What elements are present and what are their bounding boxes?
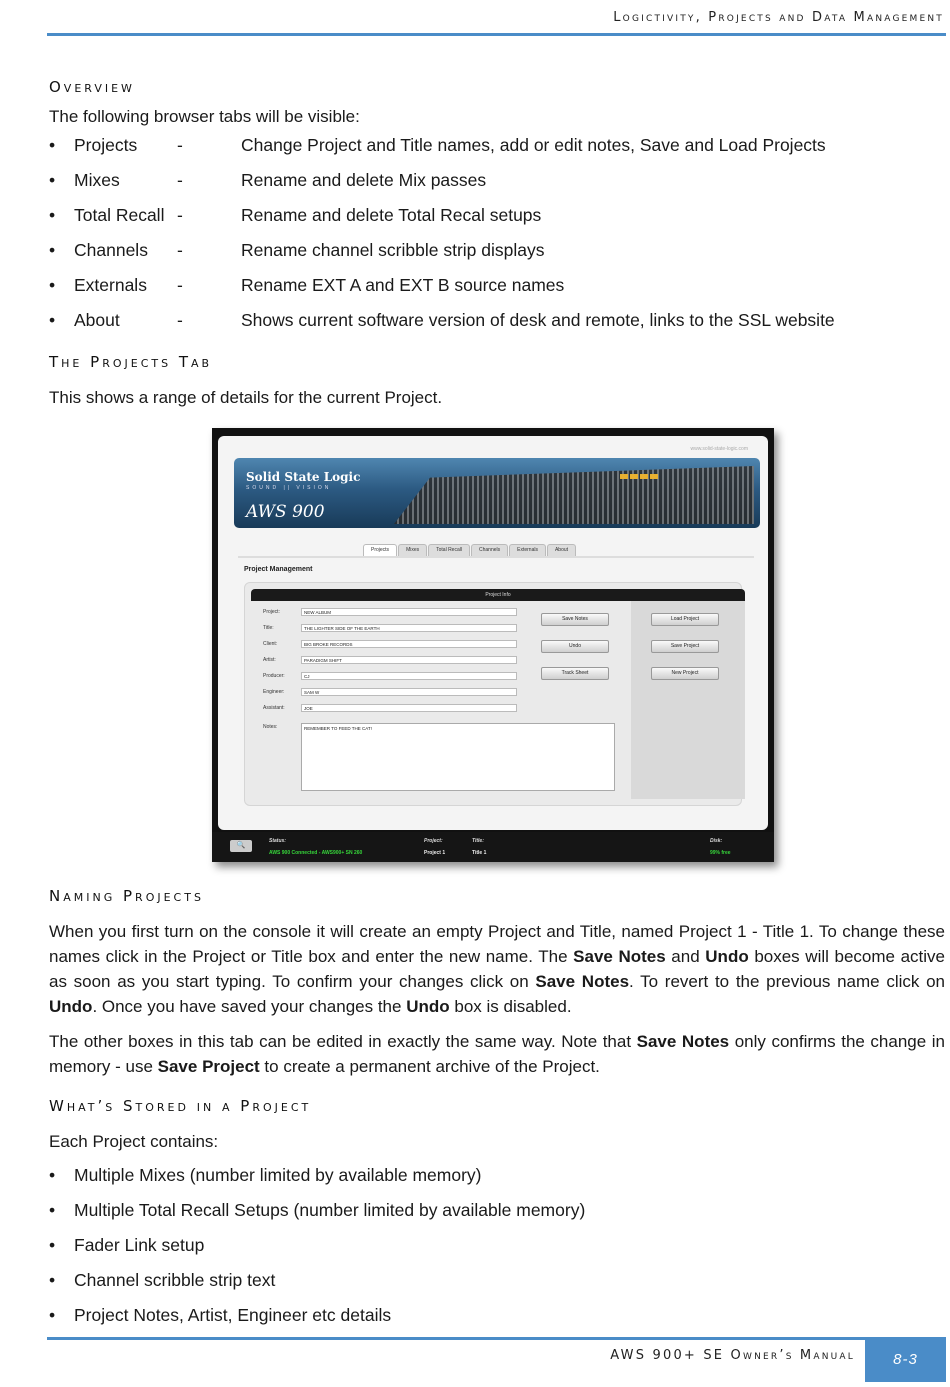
bold-term: Save Project: [157, 1057, 260, 1076]
tab-name: Mixes: [74, 170, 120, 190]
console-image: [394, 466, 754, 524]
tab-projects[interactable]: Projects: [363, 544, 397, 556]
field-label: Title:: [263, 625, 274, 631]
producer-field[interactable]: CJ: [301, 672, 517, 680]
dash: -: [177, 275, 183, 295]
dash: -: [177, 170, 183, 190]
tab-description: Rename channel scribble strip displays: [241, 240, 545, 260]
bullet: •: [49, 275, 56, 295]
tab-channels[interactable]: Channels: [471, 544, 508, 556]
field-label: Project:: [263, 609, 280, 615]
project-label: Project:: [424, 838, 443, 844]
title-value: Title 1: [472, 850, 487, 856]
section-title: Project Management: [244, 566, 313, 573]
naming-paragraph-2: [49, 1029, 945, 1079]
stored-intro: Each Project contains:: [49, 1132, 219, 1151]
text-run: box is disabled.: [449, 997, 572, 1016]
tab-name: Externals: [74, 275, 147, 295]
new-project-button[interactable]: New Project: [651, 667, 719, 680]
disk-label: Disk:: [710, 838, 723, 844]
panel-title: Project Info: [251, 589, 745, 601]
artist-field[interactable]: PARADIGM SHIFT: [301, 656, 517, 664]
title-field[interactable]: THE LIGHTER SIDE OF THE EARTH: [301, 624, 517, 632]
project-value: Project 1: [424, 850, 446, 856]
page-number: 8-3: [865, 1337, 946, 1382]
dash: -: [177, 205, 183, 225]
undo-button[interactable]: Undo: [541, 640, 609, 653]
console-lights: [620, 474, 660, 479]
text-run: and: [665, 947, 706, 966]
naming-heading: Naming Projects: [49, 887, 204, 905]
projects-tab-intro: This shows a range of details for the current Project.: [49, 388, 443, 407]
bullet: •: [49, 1165, 56, 1185]
tab-description: Rename and delete Total Recal setups: [241, 205, 542, 225]
tab-mixes[interactable]: Mixes: [398, 544, 427, 556]
bullet: •: [49, 240, 56, 260]
brand-logo: Solid State Logic: [246, 470, 361, 484]
footer-manual-title: AWS 900+ SE Owner’s Manual: [610, 1348, 855, 1363]
tab-name: About: [74, 310, 120, 330]
track-sheet-button[interactable]: Track Sheet: [541, 667, 609, 680]
brand-tagline: SOUND || VISION: [246, 485, 332, 491]
list-item-text: Channel scribble strip text: [74, 1270, 276, 1290]
dash: -: [177, 240, 183, 260]
bullet: •: [49, 1235, 56, 1255]
disk-value: 99% free: [710, 850, 731, 856]
text-run: only confirms the change in memory - use: [49, 1032, 945, 1076]
field-label: Producer:: [263, 673, 285, 679]
field-label: Assistant:: [263, 705, 285, 711]
naming-paragraph-1: [49, 919, 945, 1019]
bullet: •: [49, 1270, 56, 1290]
notes-label: Notes:: [263, 724, 278, 730]
stored-heading: What’s Stored in a Project: [49, 1097, 312, 1115]
running-header: Logictivity, Projects and Data Management: [613, 10, 944, 25]
bold-term: Undo: [705, 947, 749, 966]
bold-term: Save Notes: [535, 972, 630, 991]
save-notes-button[interactable]: Save Notes: [541, 613, 609, 626]
bullet: •: [49, 205, 56, 225]
text-run: . Once you have saved your changes the: [92, 997, 407, 1016]
tab-bar: [363, 544, 577, 556]
engineer-field[interactable]: SAM W: [301, 688, 517, 696]
load-project-button[interactable]: Load Project: [651, 613, 719, 626]
title-label: Title:: [472, 838, 484, 844]
bold-term: Undo: [406, 997, 450, 1016]
project-info-panel: [244, 582, 742, 806]
field-label: Engineer:: [263, 689, 285, 695]
bullet: •: [49, 170, 56, 190]
tab-total-recall[interactable]: Total Recall: [428, 544, 470, 556]
footer-rule: [47, 1337, 865, 1340]
overview-heading: Overview: [49, 78, 135, 96]
client-field[interactable]: BIG BROKE RECORDS: [301, 640, 517, 648]
tab-name: Channels: [74, 240, 148, 260]
search-icon[interactable]: 🔍: [230, 840, 252, 852]
tab-name: Projects: [74, 135, 138, 155]
list-item-text: Fader Link setup: [74, 1235, 205, 1255]
assistant-field[interactable]: JOE: [301, 704, 517, 712]
projects-tab-screenshot: [212, 428, 774, 862]
notes-field[interactable]: REMEMBER TO FEED THE CAT!: [301, 723, 615, 791]
project-field[interactable]: NEW ALBUM: [301, 608, 517, 616]
tab-description: Rename and delete Mix passes: [241, 170, 487, 190]
browser-window: [218, 436, 768, 830]
tab-about[interactable]: About: [547, 544, 576, 556]
dash: -: [177, 135, 183, 155]
bold-term: Undo: [49, 997, 93, 1016]
list-item-text: Multiple Mixes (number limited by available memory): [74, 1165, 482, 1185]
ssl-banner: [234, 458, 760, 528]
tab-description: Shows current software version of desk and remote, links to the SSL website: [241, 310, 835, 330]
text-run: boxes will become active as soon as you start typing. To confirm your changes click on: [49, 947, 945, 991]
model-name: AWS 900: [246, 502, 325, 522]
text-run: . To revert to the previous name click on: [629, 972, 945, 991]
text-run: to create a permanent archive of the Project.: [259, 1057, 600, 1076]
field-label: Client:: [263, 641, 278, 647]
status-bar: [212, 832, 774, 862]
bullet: •: [49, 1305, 56, 1325]
overview-intro: The following browser tabs will be visible:: [49, 107, 360, 126]
bold-term: Save Notes: [636, 1032, 730, 1051]
status-value: AWS 900 Connected - AWS900+ SN 260: [269, 850, 363, 856]
list-item-text: Project Notes, Artist, Engineer etc details: [74, 1305, 392, 1325]
tab-underline: [238, 556, 754, 558]
save-project-button[interactable]: Save Project: [651, 640, 719, 653]
dash: -: [177, 310, 183, 330]
bullet: •: [49, 1200, 56, 1220]
site-url: www.solid-state-logic.com: [690, 446, 748, 452]
projects-tab-heading: The Projects Tab: [49, 353, 213, 371]
list-item-text: Multiple Total Recall Setups (number limited by available memory): [74, 1200, 586, 1220]
tab-externals[interactable]: Externals: [509, 544, 546, 556]
status-label: Status:: [269, 838, 286, 844]
bullet: •: [49, 135, 56, 155]
text-run: When you first turn on the console it will create an empty Project and Title, named Project 1 - Title 1. To change these names click in the Project or Title box and enter the new name. The: [49, 922, 945, 966]
text-run: The other boxes in this tab can be edited in exactly the same way. Note that: [49, 1032, 637, 1051]
tab-description: Change Project and Title names, add or edit notes, Save and Load Projects: [241, 135, 826, 155]
tab-description: Rename EXT A and EXT B source names: [241, 275, 565, 295]
bullet: •: [49, 310, 56, 330]
header-rule: [47, 33, 946, 36]
panel-right-column: [631, 601, 745, 799]
tab-name: Total Recall: [74, 205, 165, 225]
bold-term: Save Notes: [573, 947, 666, 966]
field-label: Artist:: [263, 657, 276, 663]
